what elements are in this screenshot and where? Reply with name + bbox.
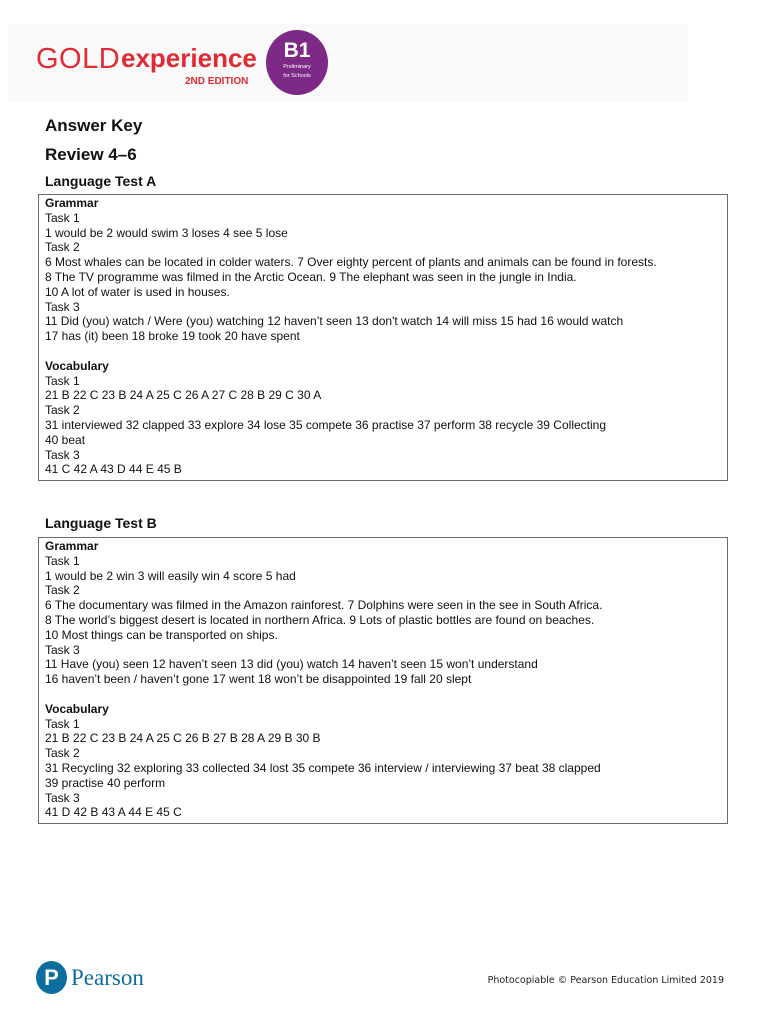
answer-line: 6 Most whales can be located in colder waters. 7 Over eighty percent of plants and animals can be found in forests. <box>45 255 657 270</box>
answer-line: 39 practise 40 perform <box>45 775 166 790</box>
answer-line: Task 1 <box>45 210 80 225</box>
answer-line: Task 1 <box>45 716 80 731</box>
answer-line: 16 haven’t been / haven’t gone 17 went 18 won’t be disappointed 19 fall 20 slept <box>45 672 472 687</box>
answer-line: 10 Most things can be transported on ships. <box>45 627 278 642</box>
answer-line: Task 3 <box>45 447 80 462</box>
answer-line: 11 Did (you) watch / Were (you) watching 12 haven’t seen 13 don't watch 14 will miss 15 had 16 would watch <box>45 314 624 329</box>
answer-line: 41 D 42 B 43 A 44 E 45 C <box>45 805 182 820</box>
level-badge-sub2: for Schools <box>283 73 311 79</box>
test-a-vocabulary-label: Vocabulary <box>45 358 109 373</box>
answer-line: Task 2 <box>45 240 80 255</box>
answer-line: Task 2 <box>45 403 80 418</box>
answer-line: 8 The world’s biggest desert is located in northern Africa. 9 Lots of plastic bottles are found on beaches. <box>45 612 595 627</box>
page-title: Answer Key <box>45 116 143 135</box>
pearson-wordmark: Pearson <box>71 965 144 990</box>
test-b-vocabulary-label: Vocabulary <box>45 701 109 716</box>
copyright-notice: Photocopiable © Pearson Education Limited 2019 <box>487 975 724 986</box>
answer-line: 1 would be 2 would swim 3 loses 4 see 5 lose <box>45 225 288 240</box>
answer-line: Task 3 <box>45 299 80 314</box>
answer-line: 17 has (it) been 18 broke 19 took 20 have spent <box>45 329 300 344</box>
answer-line: 40 beat <box>45 432 86 447</box>
test-b-answer-box <box>38 537 728 824</box>
level-badge-sub1: Preliminary <box>283 64 311 70</box>
test-a-answer-box <box>38 194 728 481</box>
test-a-title: Language Test A <box>45 173 157 189</box>
answer-line: 10 A lot of water is used in houses. <box>45 284 230 299</box>
logo-edition-text: 2ND EDITION <box>185 76 249 87</box>
logo-gold-text: GOLD <box>36 43 121 75</box>
test-b-title: Language Test B <box>45 515 157 531</box>
answer-line: 41 C 42 A 43 D 44 E 45 B <box>45 462 182 477</box>
answer-line: 21 B 22 C 23 B 24 A 25 C 26 A 27 C 28 B 29 C 30 A <box>45 388 322 403</box>
test-a-grammar-label: Grammar <box>45 196 99 210</box>
answer-line: Task 3 <box>45 790 80 805</box>
answer-line: 31 Recycling 32 exploring 33 collected 34 lost 35 compete 36 interview / interviewing 37 beat 38 clapped <box>45 760 601 775</box>
answer-line: 11 Have (you) seen 12 haven’t seen 13 did (you) watch 14 haven’t seen 15 won’t understand <box>45 657 538 672</box>
answer-line: 8 The TV programme was filmed in the Arctic Ocean. 9 The elephant was seen in the jungle in India. <box>45 269 577 284</box>
answer-line: Task 1 <box>45 373 80 388</box>
pearson-logo-icon: P <box>36 961 67 994</box>
test-b-grammar-label: Grammar <box>45 539 99 553</box>
answer-line: Task 2 <box>45 583 80 598</box>
answer-line: 1 would be 2 win 3 will easily win 4 score 5 had <box>45 568 296 583</box>
answer-line: Task 3 <box>45 642 80 657</box>
answer-line: Task 2 <box>45 746 80 761</box>
answer-line: 6 The documentary was filmed in the Amazon rainforest. 7 Dolphins were seen in the see in South Africa. <box>45 598 603 613</box>
level-badge <box>266 30 328 95</box>
level-badge-level: B1 <box>283 39 311 62</box>
page-subtitle: Review 4–6 <box>45 145 137 164</box>
answer-line: 31 interviewed 32 clapped 33 explore 34 lose 35 compete 36 practise 37 perform 38 recycle 39 Collecting <box>45 417 606 432</box>
answer-line: 21 B 22 C 23 B 24 A 25 C 26 B 27 B 28 A 29 B 30 B <box>45 731 321 746</box>
answer-line: Task 1 <box>45 553 80 568</box>
logo-experience-text: experience <box>121 43 257 73</box>
